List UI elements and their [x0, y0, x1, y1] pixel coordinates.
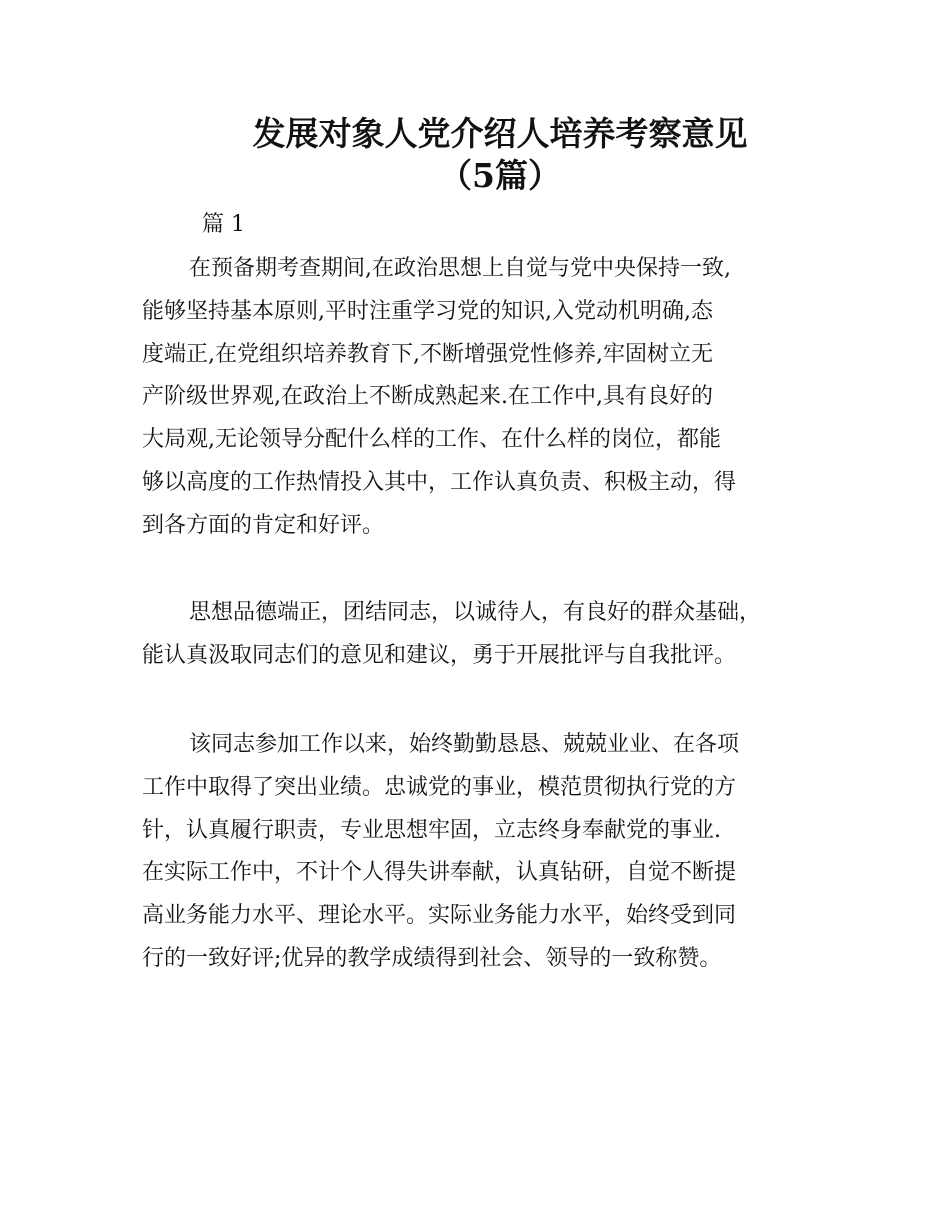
paragraph-line: 该同志参加工作以来，始终勤勤恳恳、兢兢业业、在各项: [189, 732, 740, 757]
document-subtitle: （5篇）: [439, 156, 561, 195]
document-title: 发展对象人党介绍人培养考察意见: [252, 114, 748, 153]
paragraph-1: [142, 248, 832, 548]
paragraph-line: 工作中取得了突出业绩。忠诚党的事业，模范贯彻执行党的方: [142, 774, 737, 800]
paragraph-line: 思想品德端正，团结同志，以诚待人，有良好的群众基础，: [189, 600, 762, 625]
paragraph-2: [142, 592, 832, 678]
paragraph-line: 到各方面的肯定和好评。: [142, 512, 385, 538]
paragraph-line: 高业务能力水平、理论水平。实际业务能力水平，始终受到同: [142, 903, 737, 929]
paragraph-line: 在预备期考查期间,在政治思想上自觉与党中央保持一致,: [189, 256, 731, 281]
paragraph-line: 能够坚持基本原则,平时注重学习党的知识,入党动机明确,态: [142, 298, 713, 324]
paragraph-line: 针，认真履行职责，专业思想牢固，立志终身奉献党的事业.: [142, 817, 721, 843]
paragraph-line: 度端正,在党组织培养教育下,不断增强党性修养,牢固树立无: [142, 341, 713, 367]
paragraph-line: 在实际工作中，不计个人得失讲奉献，认真钻研，自觉不断提: [142, 860, 737, 886]
paragraph-3: [142, 724, 832, 981]
paragraph-line: 够以高度的工作热情投入其中，工作认真负责、积极主动，得: [142, 469, 737, 495]
paragraph-line: 产阶级世界观,在政治上不断成熟起来.在工作中,具有良好的: [142, 384, 713, 410]
section-label: 篇 1: [202, 212, 245, 237]
paragraph-line: 行的一致好评;优异的教学成绩得到社会、领导的一致称赞。: [142, 945, 722, 971]
paragraph-line: 大局观,无论领导分配什么样的工作、在什么样的岗位，都能: [142, 427, 721, 453]
paragraph-line: 能认真汲取同志们的意见和建议，勇于开展批评与自我批评。: [142, 642, 737, 668]
